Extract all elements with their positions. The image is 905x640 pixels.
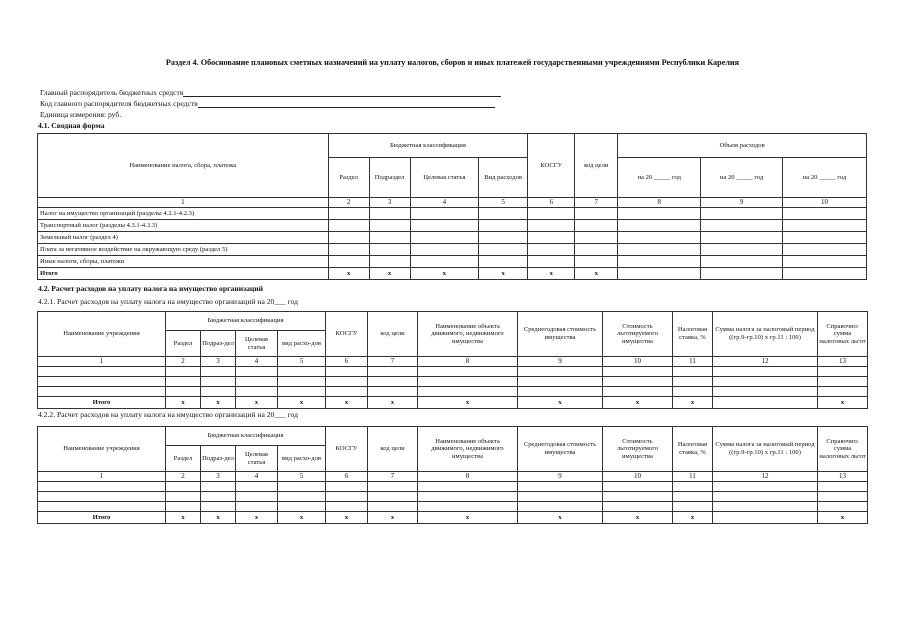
col-header-razdel: Раздел — [166, 446, 201, 472]
col-number: 12 — [713, 357, 818, 367]
table-row — [38, 367, 868, 377]
table-row — [38, 492, 868, 502]
x-mark: x — [518, 512, 603, 524]
property-tax-table-1 — [37, 311, 868, 409]
x-mark: x — [528, 268, 575, 280]
col-number: 3 — [201, 357, 236, 367]
x-mark: x — [818, 512, 868, 524]
col-header-rate: Налоговая ставка, % — [673, 427, 713, 472]
col-number: 10 — [603, 472, 673, 482]
col-number: 1 — [38, 472, 166, 482]
col-number: 7 — [575, 198, 618, 208]
x-mark: x — [603, 512, 673, 524]
col-number: 2 — [166, 357, 201, 367]
col-number: 13 — [818, 472, 868, 482]
col-header-ref: Справочно: сумма налоговых льгот — [818, 427, 868, 472]
col-number: 7 — [368, 357, 418, 367]
row-label: Земельный налог (раздел 4) — [38, 232, 329, 244]
col-header-target: Целевая статья — [236, 331, 278, 357]
x-mark: x — [369, 268, 410, 280]
col-header-ref: Справочно: сумма налоговых льгот — [818, 312, 868, 357]
col-number: 5 — [479, 198, 528, 208]
x-mark: x — [328, 268, 369, 280]
x-mark: x — [673, 512, 713, 524]
subsection-title-4-2-1: 4.2.1. Расчет расходов на уплату налога на имущество организаций на 20___ год — [38, 297, 298, 306]
col-number: 10 — [603, 357, 673, 367]
table-row — [38, 208, 867, 220]
column-numbers-row — [38, 472, 868, 482]
header-line-main-manager — [40, 88, 501, 97]
x-mark: x — [418, 397, 518, 409]
col-header-kosgu: КОСГУ — [326, 427, 368, 472]
col-number: 4 — [236, 472, 278, 482]
col-number: 6 — [326, 357, 368, 367]
row-label: Плата за негативное воздействие на окружающую среду (раздел 5) — [38, 244, 329, 256]
x-mark: x — [326, 512, 368, 524]
col-number: 4 — [410, 198, 479, 208]
x-mark: x — [236, 397, 278, 409]
col-number: 9 — [518, 357, 603, 367]
col-header-code: код цели — [575, 134, 618, 198]
col-number: 11 — [673, 357, 713, 367]
col-header-kosgu: КОСГУ — [326, 312, 368, 357]
table-row — [38, 387, 868, 397]
row-label: Налог на имущество организаций (разделы 4.2.1-4.2.3) — [38, 208, 329, 220]
x-mark: x — [201, 397, 236, 409]
x-mark: x — [236, 512, 278, 524]
col-number: 6 — [326, 472, 368, 482]
section-title-4-2: 4.2. Расчет расходов на уплату налога на имущество организаций — [38, 284, 264, 293]
col-header-razdel: Раздел — [328, 158, 369, 198]
col-header-year-3: на 20 _____ год — [783, 158, 867, 198]
col-number: 13 — [818, 357, 868, 367]
table-row — [38, 377, 868, 387]
x-mark: x — [479, 268, 528, 280]
col-header-budget: Бюджетная классификация — [166, 312, 326, 331]
header-line-label: Код главного распорядителя бюджетных средств — [40, 99, 198, 108]
col-header-podrazdel: Подраздел — [369, 158, 410, 198]
col-header-razdel: Раздел — [166, 331, 201, 357]
col-header-code: код цели — [368, 427, 418, 472]
col-header-name: Наименование учреждения — [38, 427, 166, 472]
col-header-vid: вид расхо-дов — [278, 331, 326, 357]
total-row — [38, 397, 868, 409]
x-mark: x — [603, 397, 673, 409]
col-header-name: Наименование учреждения — [38, 312, 166, 357]
col-header-budget: Бюджетная классификация — [328, 134, 528, 158]
header-line-label: Главный распорядитель бюджетных средств — [40, 88, 184, 97]
x-mark: x — [278, 512, 326, 524]
page-title: Раздел 4. Обоснование плановых сметных назначений на уплату налогов, сборов и иных платежей государственными учреждениями Республики Карелия — [165, 58, 740, 67]
total-row — [38, 512, 868, 524]
col-number: 9 — [701, 198, 783, 208]
header-line-unit: Единица измерения: руб. — [40, 110, 122, 119]
col-header-sum: Сумма налога за налоговый период ((гр.9-гр.10) х гр.11 : 100) — [713, 312, 818, 357]
col-header-vid: вид расхо-дов — [278, 446, 326, 472]
col-header-object: Наименование объекта движимого, недвижимого имущества — [418, 427, 518, 472]
col-number: 6 — [528, 198, 575, 208]
col-header-target: Целевая статья — [236, 446, 278, 472]
col-header-avg-cost: Среднегодовая стоимость имущества — [518, 312, 603, 357]
x-mark: x — [418, 512, 518, 524]
subsection-title-4-2-2: 4.2.2. Расчет расходов на уплату налога на имущество организаций на 20___ год — [38, 410, 298, 419]
col-header-name: Наименование налога, сбора, платежа — [38, 134, 329, 198]
col-header-year-1: на 20 _____ год — [618, 158, 701, 198]
col-header-code: код цели — [368, 312, 418, 357]
col-header-year-2: на 20 _____ год — [701, 158, 783, 198]
col-header-lgot-cost: Стоимость льготируемого имущества — [603, 312, 673, 357]
col-header-sum: Сумма налога за налоговый период ((гр.9-гр.10) х гр.11 : 100) — [713, 427, 818, 472]
table-row — [38, 482, 868, 492]
col-header-kosgu: КОСГУ — [528, 134, 575, 198]
col-number: 5 — [278, 357, 326, 367]
table-row — [38, 502, 868, 512]
x-mark: x — [518, 397, 603, 409]
fill-line — [198, 99, 495, 108]
table-row — [38, 244, 867, 256]
col-number: 3 — [369, 198, 410, 208]
fill-line — [183, 88, 501, 97]
property-tax-table-2 — [37, 426, 868, 524]
column-numbers-row — [38, 357, 868, 367]
total-row — [38, 268, 867, 280]
col-header-budget: Бюджетная классификация — [166, 427, 326, 446]
col-number: 8 — [618, 198, 701, 208]
col-number: 2 — [166, 472, 201, 482]
col-number: 5 — [278, 472, 326, 482]
col-number: 12 — [713, 472, 818, 482]
x-mark: x — [673, 397, 713, 409]
x-mark: x — [326, 397, 368, 409]
col-number: 1 — [38, 357, 166, 367]
col-header-vid: Вид расходов — [479, 158, 528, 198]
col-header-target: Целевая статья — [410, 158, 479, 198]
section-title-4-1: 4.1. Сводная форма — [38, 121, 105, 130]
x-mark: x — [575, 268, 618, 280]
col-header-podrazdel: Подраз-дел — [201, 446, 236, 472]
col-number: 8 — [418, 357, 518, 367]
col-header-podrazdel: Подраз-дел — [201, 331, 236, 357]
col-header-avg-cost: Среднегодовая стоимость имущества — [518, 427, 603, 472]
total-label: Итого — [38, 512, 166, 524]
summary-table — [37, 133, 867, 280]
x-mark: x — [166, 397, 201, 409]
x-mark: x — [818, 397, 868, 409]
col-header-volume: Объем расходов — [618, 134, 867, 158]
col-number: 9 — [518, 472, 603, 482]
col-number: 1 — [38, 198, 329, 208]
col-number: 11 — [673, 472, 713, 482]
table-row — [38, 232, 867, 244]
col-header-lgot-cost: Стоимость льготируемого имущества — [603, 427, 673, 472]
col-number: 8 — [418, 472, 518, 482]
x-mark: x — [278, 397, 326, 409]
total-label: Итого — [38, 268, 329, 280]
x-mark: x — [368, 512, 418, 524]
table-row — [38, 220, 867, 232]
col-number: 10 — [783, 198, 867, 208]
row-label: Иные налоги, сборы, платежи — [38, 256, 329, 268]
x-mark: x — [166, 512, 201, 524]
col-number: 3 — [201, 472, 236, 482]
col-number: 4 — [236, 357, 278, 367]
col-header-rate: Налоговая ставка, % — [673, 312, 713, 357]
column-numbers-row — [38, 198, 867, 208]
x-mark: x — [201, 512, 236, 524]
total-label: Итого — [38, 397, 166, 409]
header-line-manager-code — [40, 99, 495, 108]
col-header-object: Наименование объекта движимого, недвижимого имущества — [418, 312, 518, 357]
x-mark: x — [410, 268, 479, 280]
table-row — [38, 256, 867, 268]
col-number: 2 — [328, 198, 369, 208]
row-label: Транспортный налог (разделы 4.3.1-4.3.3) — [38, 220, 329, 232]
x-mark: x — [368, 397, 418, 409]
col-number: 7 — [368, 472, 418, 482]
